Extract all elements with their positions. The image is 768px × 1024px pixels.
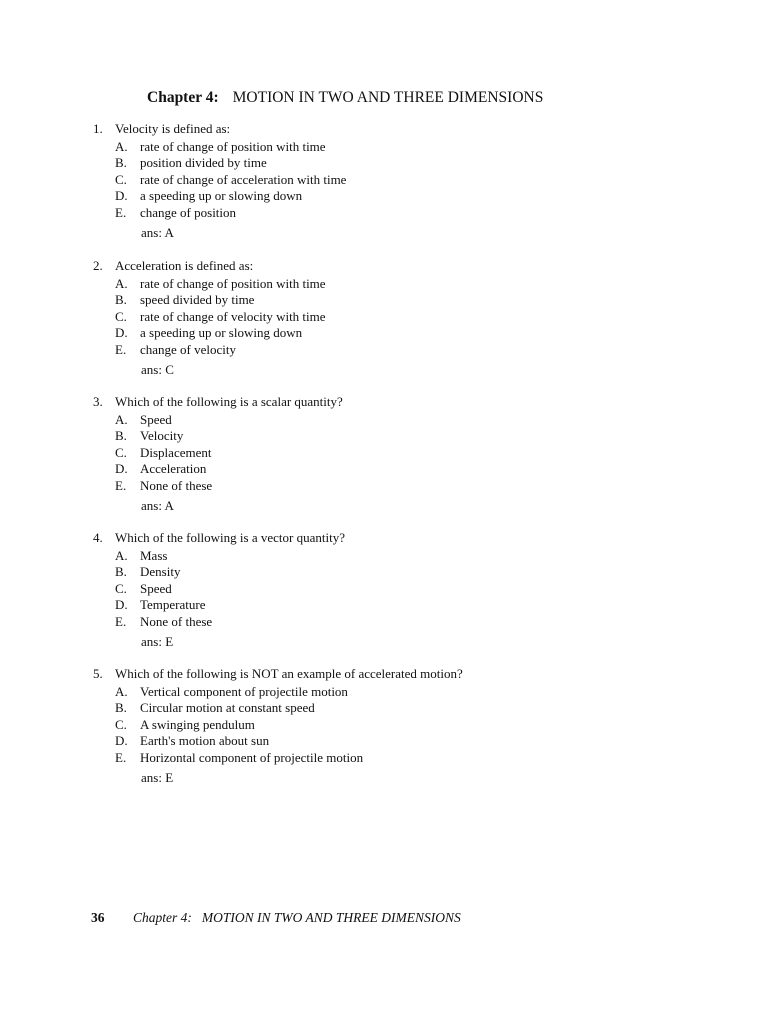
choice-text: Velocity <box>140 428 184 444</box>
choice-letter: D. <box>115 325 128 341</box>
choice-e <box>93 478 713 494</box>
choice-letter: E. <box>115 613 127 629</box>
question-stem <box>93 119 713 139</box>
choice-b <box>93 428 713 444</box>
choice-text: Density <box>140 564 181 580</box>
choice-text: rate of change of position with time <box>140 276 326 291</box>
choice-b <box>93 155 713 171</box>
choice-d <box>93 188 713 204</box>
page-footer <box>91 910 461 926</box>
choice-c <box>93 581 713 597</box>
choice-a <box>93 684 713 700</box>
question-stem <box>93 528 713 548</box>
choice-letter: E. <box>115 204 127 220</box>
choice-d <box>93 733 713 749</box>
choice-text: speed divided by time <box>140 292 255 308</box>
choice-letter: C. <box>115 171 127 187</box>
choice-b <box>93 564 713 580</box>
choice-e <box>93 342 713 358</box>
choice-d <box>93 461 713 477</box>
choice-d <box>93 325 713 341</box>
answer-key: ans: A <box>141 497 174 513</box>
question-stem <box>93 392 713 412</box>
choice-letter: C. <box>115 444 127 460</box>
choice-letter: A. <box>115 276 128 291</box>
choice-letter: E. <box>115 749 127 765</box>
question-1 <box>93 119 713 241</box>
choice-text: rate of change of position with time <box>140 139 326 154</box>
choice-text: Speed <box>140 580 172 596</box>
question-stem <box>93 664 713 684</box>
question-number: 1. <box>93 121 103 136</box>
choice-text: None of these <box>140 477 213 493</box>
question-stem <box>93 256 713 276</box>
choice-text: change of velocity <box>140 341 237 357</box>
choice-text: change of position <box>140 204 237 220</box>
choice-a <box>93 276 713 292</box>
choice-letter: D. <box>115 733 128 749</box>
answer-key: ans: E <box>141 633 174 649</box>
question-text: Velocity is defined as: <box>115 121 231 136</box>
choice-text: Speed <box>140 412 172 427</box>
choice-text: position divided by time <box>140 155 267 171</box>
answer-key: ans: A <box>141 224 174 240</box>
question-2 <box>93 256 713 378</box>
page-title <box>147 89 543 107</box>
choice-letter: A. <box>115 684 128 699</box>
choice-text: Temperature <box>140 597 206 613</box>
choice-e <box>93 205 713 221</box>
choice-letter: D. <box>115 597 128 613</box>
choice-text: Earth's motion about sun <box>140 733 270 749</box>
answer-key: ans: E <box>141 769 174 785</box>
choice-text: Circular motion at constant speed <box>140 700 315 716</box>
question-text: Which of the following is a scalar quantity? <box>115 394 343 409</box>
choice-letter: B. <box>115 564 127 580</box>
chapter-title: MOTION IN TWO AND THREE DIMENSIONS <box>232 89 544 106</box>
choice-letter: E. <box>115 341 127 357</box>
choice-c <box>93 309 713 325</box>
chapter-label: Chapter 4: <box>147 89 219 106</box>
choice-c <box>93 717 713 733</box>
choice-text: Displacement <box>140 444 212 460</box>
choice-text: Horizontal component of projectile motion <box>140 749 364 765</box>
page-number: 36 <box>91 910 105 925</box>
question-text: Which of the following is a vector quantity? <box>115 530 345 545</box>
choice-letter: C. <box>115 716 127 732</box>
choice-letter: A. <box>115 548 128 563</box>
question-3 <box>93 392 713 514</box>
choice-letter: B. <box>115 155 127 171</box>
choice-c <box>93 445 713 461</box>
choice-d <box>93 597 713 613</box>
choice-a <box>93 139 713 155</box>
choice-a <box>93 548 713 564</box>
question-text: Which of the following is NOT an example of accelerated motion? <box>115 666 463 681</box>
choice-letter: E. <box>115 477 127 493</box>
question-number: 5. <box>93 666 103 681</box>
choice-text: Acceleration <box>140 461 207 477</box>
choice-e <box>93 614 713 630</box>
question-number: 2. <box>93 258 103 273</box>
question-4 <box>93 528 713 650</box>
choice-text: A swinging pendulum <box>140 716 255 732</box>
choice-letter: C. <box>115 308 127 324</box>
choice-letter: C. <box>115 580 127 596</box>
choice-letter: A. <box>115 139 128 154</box>
choice-text: rate of change of acceleration with time <box>140 171 347 187</box>
question-text: Acceleration is defined as: <box>115 258 254 273</box>
question-5 <box>93 664 713 786</box>
choice-e <box>93 750 713 766</box>
choice-letter: B. <box>115 292 127 308</box>
choice-text: a speeding up or slowing down <box>140 188 303 204</box>
choice-text: rate of change of velocity with time <box>140 308 326 324</box>
choice-text: None of these <box>140 613 213 629</box>
choice-a <box>93 412 713 428</box>
choice-c <box>93 172 713 188</box>
choice-text: a speeding up or slowing down <box>140 325 303 341</box>
footer-chapter-label: Chapter 4: <box>133 910 192 925</box>
choice-letter: D. <box>115 461 128 477</box>
choice-letter: B. <box>115 700 127 716</box>
choice-b <box>93 292 713 308</box>
choice-letter: B. <box>115 428 127 444</box>
footer-chapter-title: MOTION IN TWO AND THREE DIMENSIONS <box>201 910 461 925</box>
question-number: 4. <box>93 530 103 545</box>
answer-key: ans: C <box>141 361 174 377</box>
choice-letter: D. <box>115 188 128 204</box>
choice-text: Mass <box>140 548 168 563</box>
choice-b <box>93 700 713 716</box>
choice-letter: A. <box>115 412 128 427</box>
choice-text: Vertical component of projectile motion <box>140 684 348 699</box>
question-number: 3. <box>93 394 103 409</box>
